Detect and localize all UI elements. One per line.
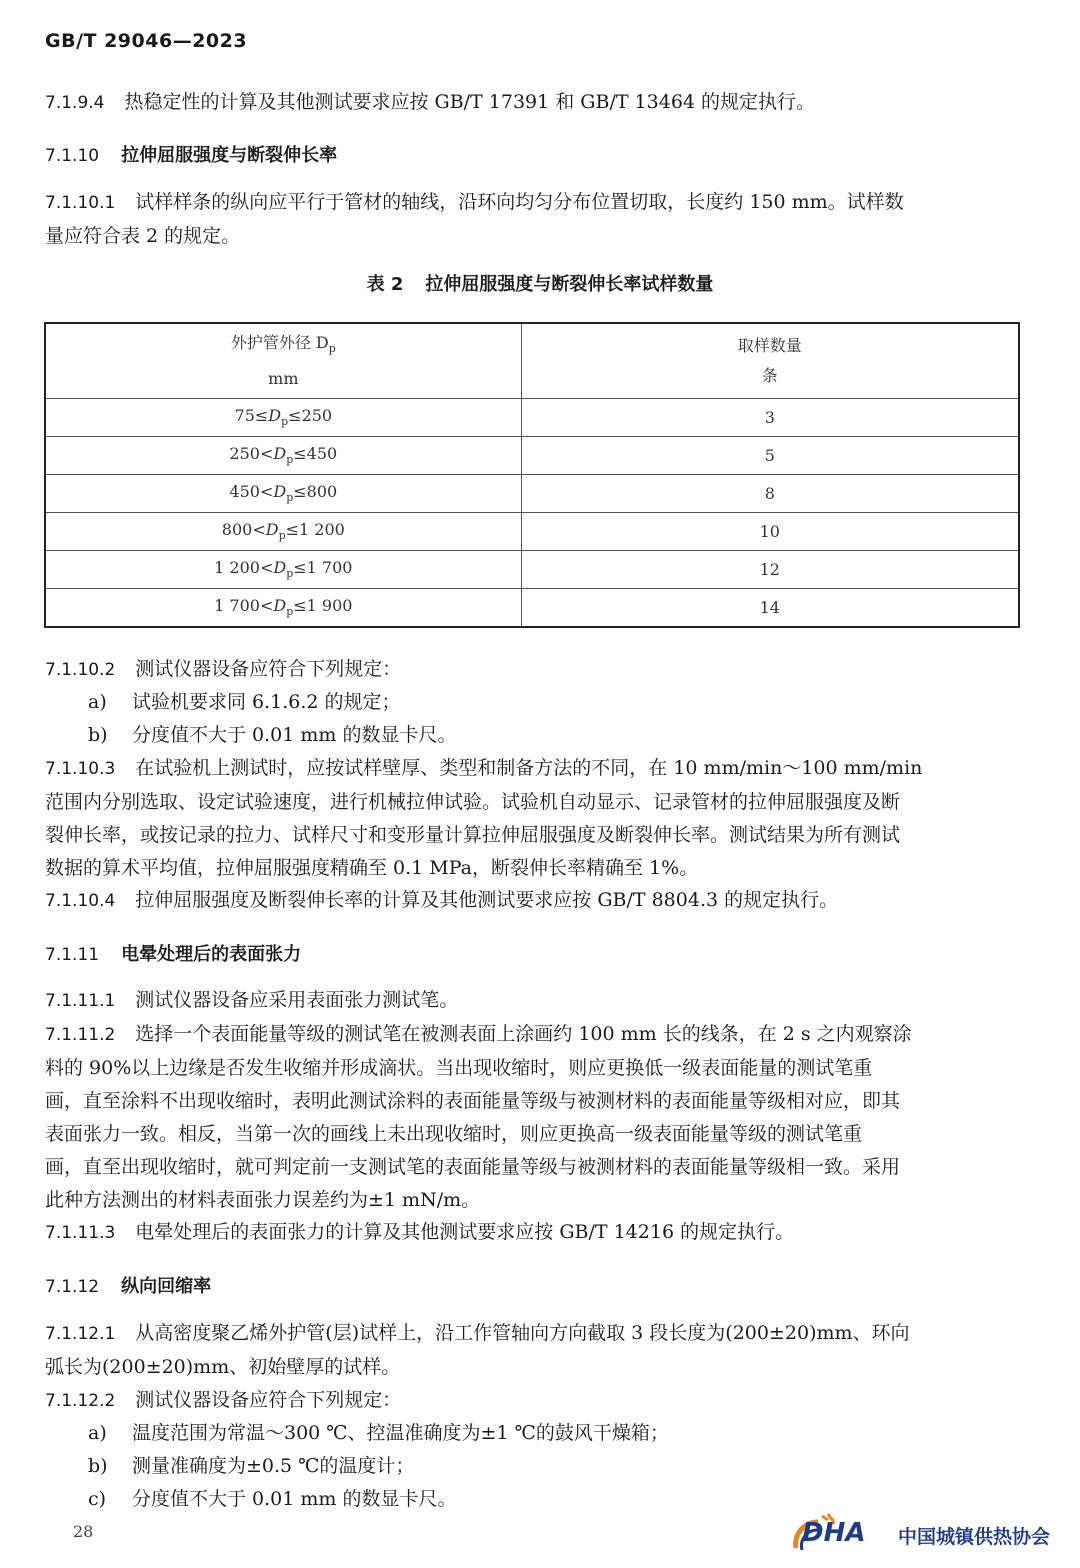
table-row [45,589,1019,628]
section-number: 7.1.11 [45,945,100,965]
section-number: 7.1.10 [45,146,100,166]
clause-text-line: 弧长为(200±20)mm、初始壁厚的试样。 [45,1356,401,1378]
list-label: b) [88,1455,108,1477]
clause-number: 7.1.12.2 [45,1391,116,1411]
list-text: 温度范围为常温～300 ℃、控温准确度为±1 ℃的鼓风干燥箱； [132,1422,669,1444]
clause-text: 电晕处理后的表面张力的计算及其他测试要求应按 GB/T 14216 的规定执行。 [135,1221,795,1243]
diameter-range: 1 $700<D_p\le 1$ 900 [45,589,521,628]
list-item [88,1417,669,1450]
clause-7-1-11-1 [45,984,458,1018]
section-title: 电晕处理后的表面张力 [121,944,302,965]
table-row [45,475,1019,513]
clause-text-line: 画，直至出现收缩时，就可判定前一支测试笔的表面能量等级与被测材料的表面能量等级相一致。采用 [45,1156,901,1178]
list-text: 分度值不大于 0.01 mm 的数显卡尺。 [132,1488,457,1510]
clause-text: 拉伸屈服强度及断裂伸长率的计算及其他测试要求应按 GB/T 8804.3 的规定执行。 [135,889,839,911]
diameter-range: $250<D_p\le 450$ [45,437,521,475]
list-text: 测量准确度为±0.5 ℃的温度计； [132,1455,415,1477]
clause-text-line: 选择一个表面能量等级的测试笔在被测表面上涂画约 100 mm 长的线条，在 2 s 之内观察涂 [135,1023,912,1045]
list-item [88,719,456,752]
table-row [45,551,1019,589]
clause-number: 7.1.9.4 [45,93,105,113]
clause-number: 7.1.10.4 [45,891,116,911]
column-label: 取样数量 [737,336,802,355]
clause-7-1-12-2 [45,1384,401,1418]
column-header-quantity [521,323,1019,399]
clause-text-line: 表面张力一致。相反，当第一次的画线上未出现收缩时，则应更换高一级表面能量等级的测试笔重 [45,1123,863,1145]
quantity-cell: 10 [521,513,1019,551]
clause-text-line: 料的 90%以上边缘是否发生收缩并形成滴状。当出现收缩时，则应更换低一级表面能量的测试笔重 [45,1057,873,1079]
clause-text-line: 画，直至涂料不出现收缩时，表明此测试涂料的表面能量等级与被测材料的表面能量等级相对应，即其 [45,1090,901,1112]
table-row [45,513,1019,551]
list-text: 试验机要求同 6.1.6.2 的规定； [132,691,401,713]
clause-number: 7.1.11.2 [45,1025,116,1045]
page-number: 28 [73,1522,94,1541]
clause-text: 测试仪器设备应符合下列规定： [135,658,402,680]
clause-7-1-10-1 [45,186,904,253]
clause-7-1-10-3 [45,752,922,885]
quantity-cell: 3 [521,399,1019,437]
quantity-cell: 8 [521,475,1019,513]
list-label: a) [88,1422,107,1444]
section-number: 7.1.12 [45,1277,100,1297]
clause-number: 7.1.10.2 [45,660,116,680]
list-label: a) [88,691,107,713]
clause-number: 7.1.12.1 [45,1324,116,1344]
standard-code: GB/T 29046—2023 [45,30,248,52]
section-heading-7-1-10 [45,141,337,167]
table-caption [0,270,1080,296]
list-item [88,686,401,719]
clause-text-line: 从高密度聚乙烯外护管(层)试样上，沿工作管轴向方向截取 3 段长度为(200±20)mm、环向 [135,1322,910,1344]
clause-text-line: 数据的算术平均值，拉伸屈服强度精确至 0.1 MPa，断裂伸长率精确至 1%。 [45,857,699,879]
clause-number: 7.1.11.1 [45,991,116,1011]
list-label: c) [88,1488,107,1510]
table-row [45,437,1019,475]
clause-7-1-11-2 [45,1018,912,1217]
diameter-range: $75\le D_p\le 250$ [45,399,521,437]
logo-text: 中国城镇供热协会 [898,1526,1051,1548]
list-label: b) [88,724,108,746]
section-title: 拉伸屈服强度与断裂伸长率 [121,145,338,166]
clause-text: 测试仪器设备应采用表面张力测试笔。 [135,989,459,1011]
clause-text-line: 此种方法测出的材料表面张力误差约为±1 mN/m。 [45,1189,481,1211]
section-heading-7-1-11 [45,940,301,966]
clause-text-line: 在试验机上测试时，应按试样壁厚、类型和制备方法的不同，在 10 mm/min～100 mm/min [135,757,923,779]
section-heading-7-1-12 [45,1272,211,1298]
subscript: p [328,342,336,356]
table-number: 表 2 [366,274,404,295]
sample-quantity-table [44,322,1020,628]
quantity-cell: 12 [521,551,1019,589]
clause-text-line: 范围内分别选取、设定试验速度，进行机械拉伸试验。试验机自动显示、记录管材的拉伸屈服强度及断 [45,791,901,813]
clause-number: 7.1.10.3 [45,759,116,779]
clause-7-1-10-4 [45,884,838,918]
clause-text: 热稳定性的计算及其他测试要求应按 GB/T 17391 和 GB/T 13464 的规定执行。 [124,91,816,113]
clause-text-line: 裂伸长率，或按记录的拉力、试样尺寸和变形量计算拉伸屈服强度及断裂伸长率。测试结果为所有测试 [45,824,901,846]
column-unit: 条 [761,366,778,385]
column-label: 外护管外径 D [230,332,329,352]
column-unit: mm [268,369,299,389]
list-item [88,1450,414,1483]
quantity-cell: 5 [521,437,1019,475]
diameter-range: $450<D_p\le 800$ [45,475,521,513]
list-item [88,1483,456,1516]
diameter-range: 1 $200<D_p\le 1$ 700 [45,551,521,589]
clause-7-1-11-3 [45,1216,794,1250]
clause-text-line: 量应符合表 2 的规定。 [45,225,241,247]
clause-text-line: 试样样条的纵向应平行于管材的轴线，沿环向均匀分布位置切取，长度约 150 mm。试样数 [135,191,904,213]
diameter-range: $800<D_p\le 1$ 200 [45,513,521,551]
clause-number: 7.1.10.1 [45,193,116,213]
clause-7-1-10-2 [45,653,401,687]
clause-text: 测试仪器设备应符合下列规定： [135,1389,402,1411]
table-title: 拉伸屈服强度与断裂伸长率试样数量 [425,274,714,295]
list-text: 分度值不大于 0.01 mm 的数显卡尺。 [132,724,457,746]
logo-mark: DHA [802,1518,866,1548]
clause-7-1-12-1 [45,1317,910,1384]
section-title: 纵向回缩率 [121,1276,212,1297]
table-row [45,399,1019,437]
table-header-row [45,323,1019,399]
association-logo [788,1512,1053,1556]
clause-number: 7.1.11.3 [45,1223,116,1243]
clause-7-1-9-4 [45,86,815,120]
column-header-diameter [45,323,521,399]
quantity-cell: 14 [521,589,1019,628]
